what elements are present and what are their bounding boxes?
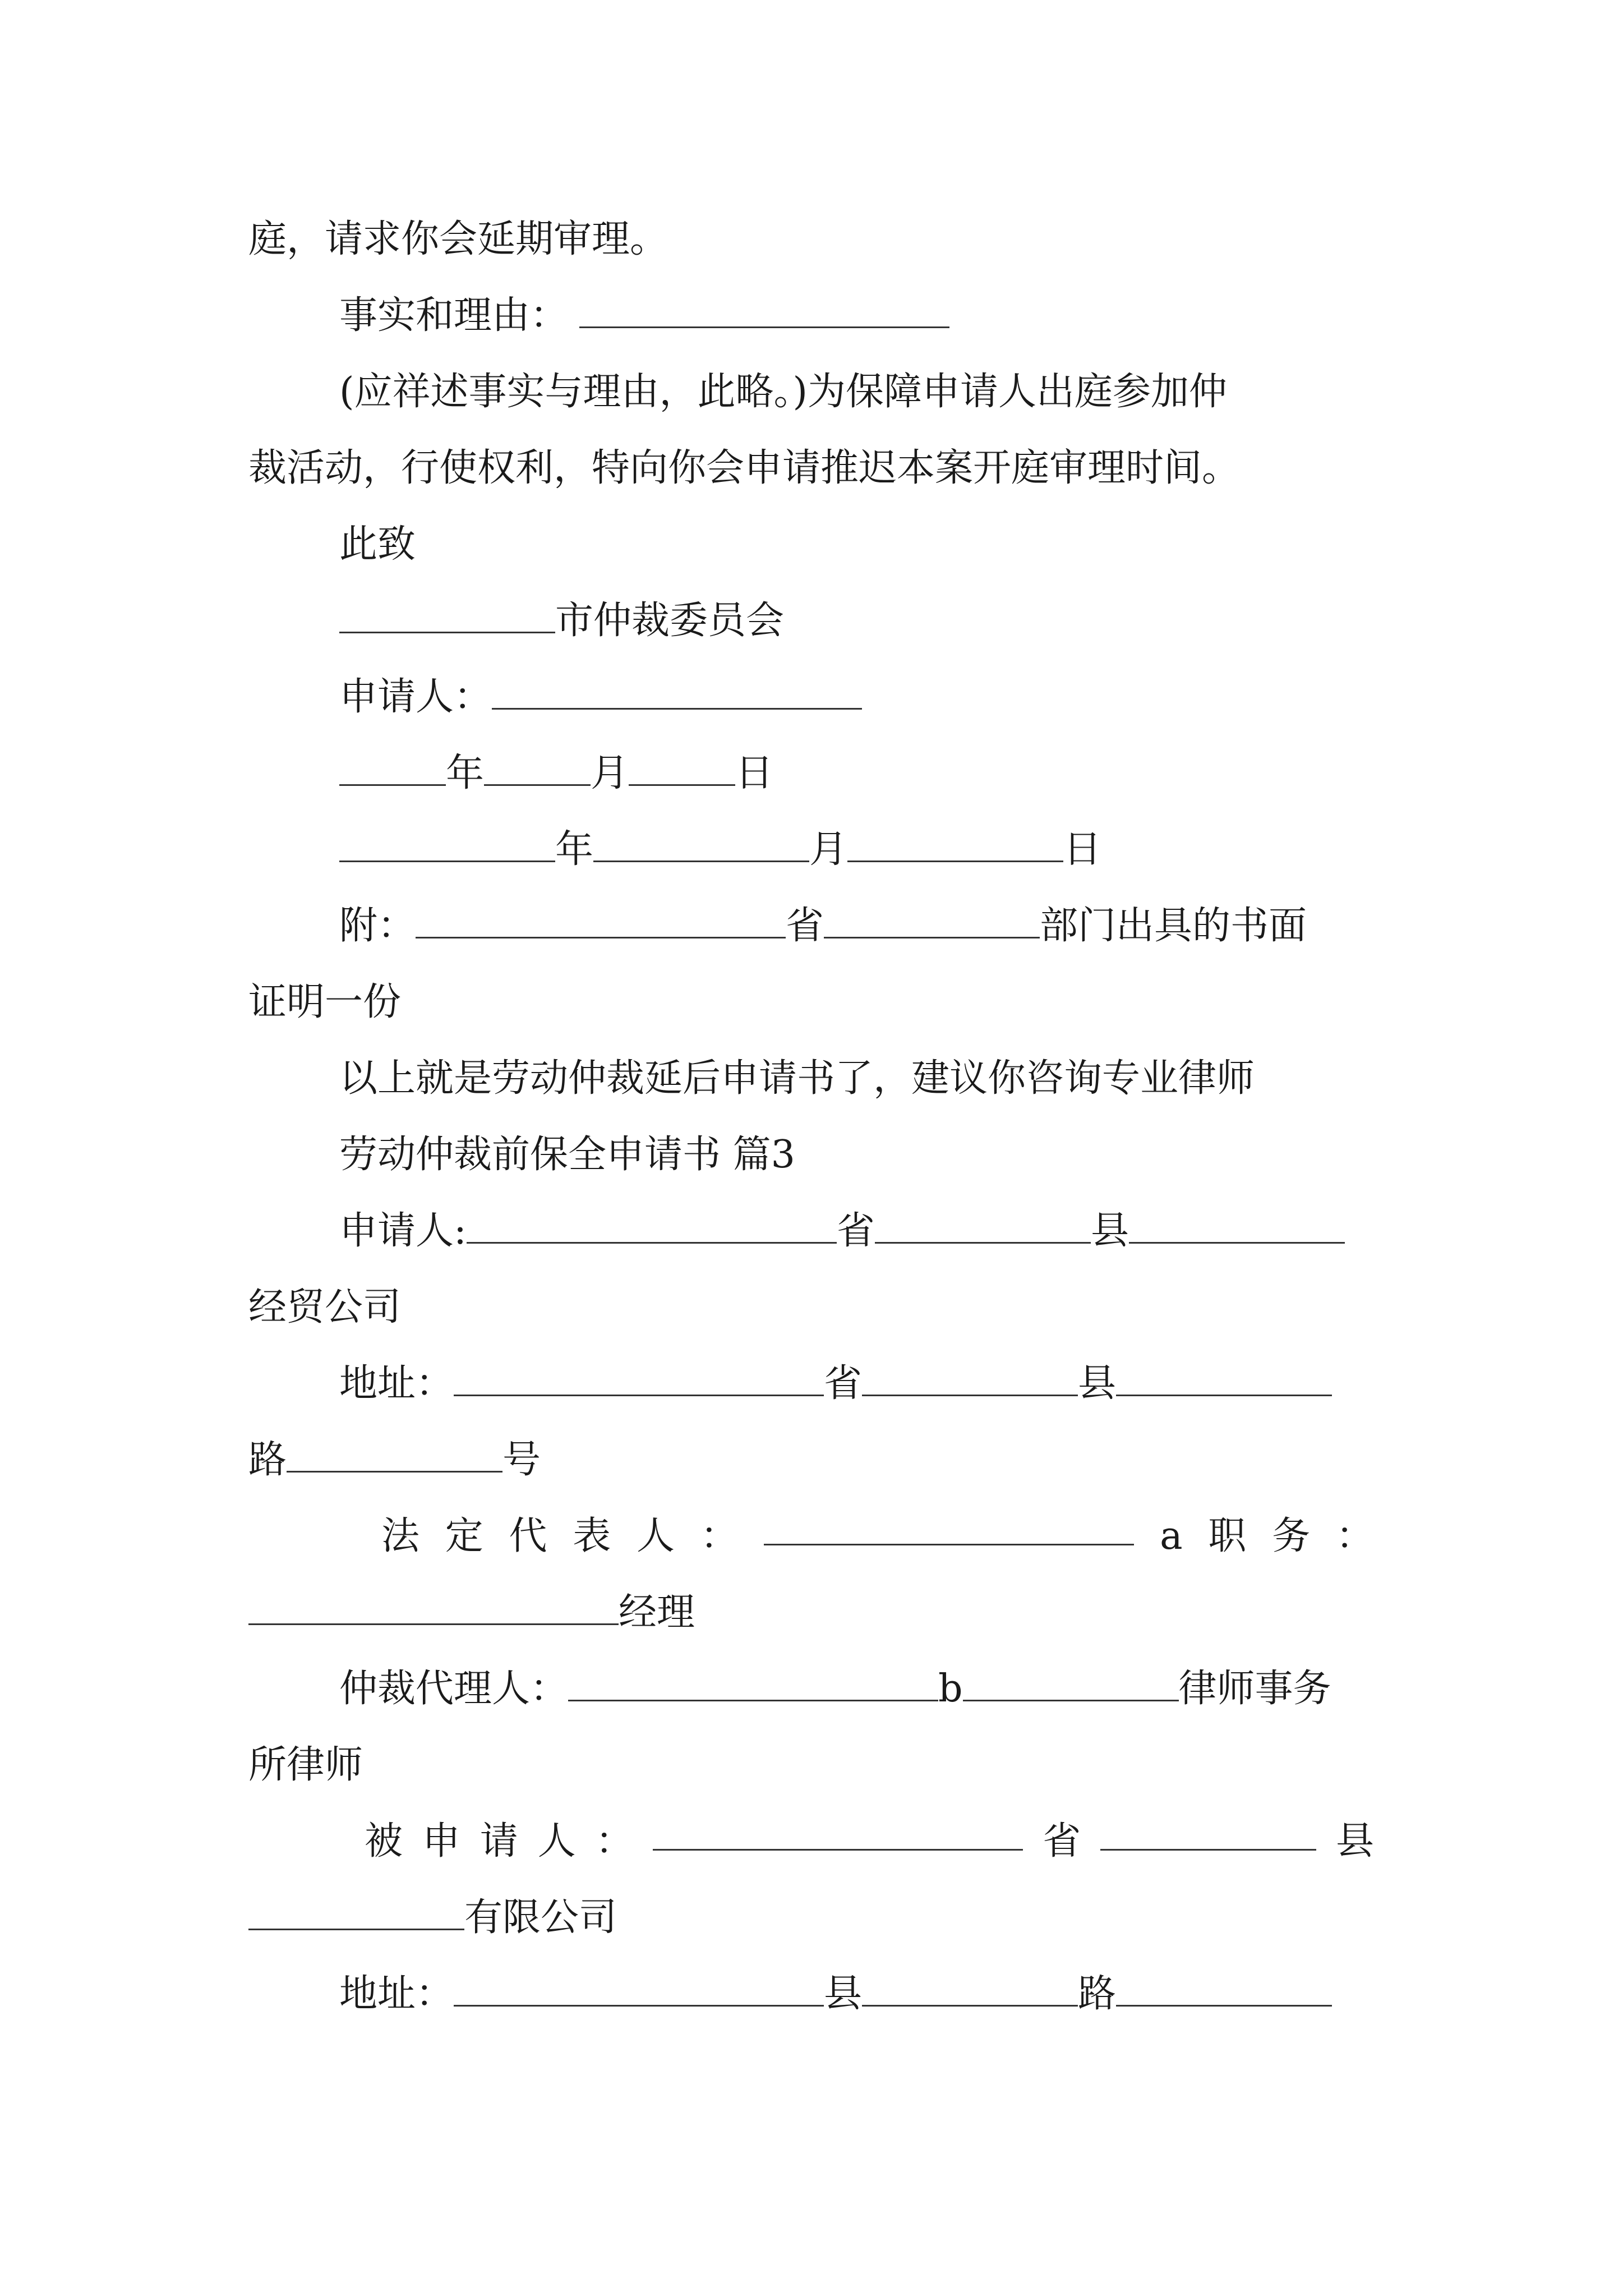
text-line: 有限公司 xyxy=(248,1893,617,1943)
fill-blank xyxy=(862,1362,1078,1396)
text-line: 所律师 xyxy=(248,1743,363,1787)
text-line: 裁活动，行使权利，特向你会申请推迟本案开庭审理时间。 xyxy=(248,446,1241,490)
text-line: 庭，请求你会延期审理。 xyxy=(248,217,668,261)
fill-blank xyxy=(416,904,786,938)
fill-blank xyxy=(764,1511,1134,1545)
text-line: 经理 xyxy=(248,1588,695,1638)
text-line: 市仲裁委员会 xyxy=(339,596,784,646)
fill-blank xyxy=(287,1438,502,1473)
fill-blank xyxy=(339,752,446,786)
fill-blank xyxy=(653,1816,1023,1851)
fill-blank xyxy=(484,752,591,786)
fill-blank xyxy=(1100,1816,1316,1851)
fill-blank xyxy=(862,1972,1078,2007)
text-line: 地址： 县 路 xyxy=(339,1969,1332,2019)
fill-blank xyxy=(454,1972,824,2007)
text-line: 申请人: 省 县 xyxy=(339,1206,1345,1257)
fill-blank xyxy=(467,1209,837,1244)
text-line: 地址： 省 县 xyxy=(339,1359,1332,1409)
fill-blank xyxy=(579,294,949,328)
text-line: 经贸公司 xyxy=(248,1285,402,1329)
fill-blank xyxy=(454,1362,824,1396)
fill-blank xyxy=(568,1667,938,1701)
text-line: 年 月 日 xyxy=(339,825,1101,875)
text-line: (应祥述事实与理由，此略。)为保障申请人出庭参加仲 xyxy=(339,370,1228,414)
text-line: 此致 xyxy=(339,522,416,567)
fill-blank xyxy=(1116,1362,1332,1396)
fill-blank xyxy=(847,828,1063,862)
text-line: 仲裁代理人： b 律师事务 xyxy=(339,1667,1331,1711)
fill-blank xyxy=(1116,1972,1332,2007)
text-line: 法 定 代 表 人 ： a 职 务 ： xyxy=(381,1511,1374,1562)
text-line: 被 申 请 人 ： 省 县 xyxy=(365,1816,1374,1867)
fill-blank xyxy=(875,1209,1091,1244)
fill-blank xyxy=(339,599,555,633)
fill-blank xyxy=(629,752,735,786)
fill-blank xyxy=(339,828,555,862)
fill-blank xyxy=(963,1667,1179,1701)
text-line: 证明一份 xyxy=(248,980,402,1024)
text-line: 以上就是劳动仲裁延后申请书了，建议你咨询专业律师 xyxy=(339,1056,1255,1101)
fill-blank xyxy=(824,904,1040,938)
text-line: 路 号 xyxy=(248,1438,541,1482)
text-line: 附： 省 部门出具的书面 xyxy=(339,904,1307,948)
text-line: 年 月 日 xyxy=(339,748,773,799)
fill-blank xyxy=(492,675,862,710)
section-heading: 劳动仲裁前保全申请书 篇3 xyxy=(339,1133,795,1177)
fill-blank xyxy=(248,1896,464,1930)
fill-blank xyxy=(1129,1209,1345,1244)
text-line: 申请人： xyxy=(339,672,862,723)
fill-blank xyxy=(593,828,809,862)
text-line: 事实和理由： xyxy=(339,291,949,341)
fill-blank xyxy=(248,1591,619,1625)
